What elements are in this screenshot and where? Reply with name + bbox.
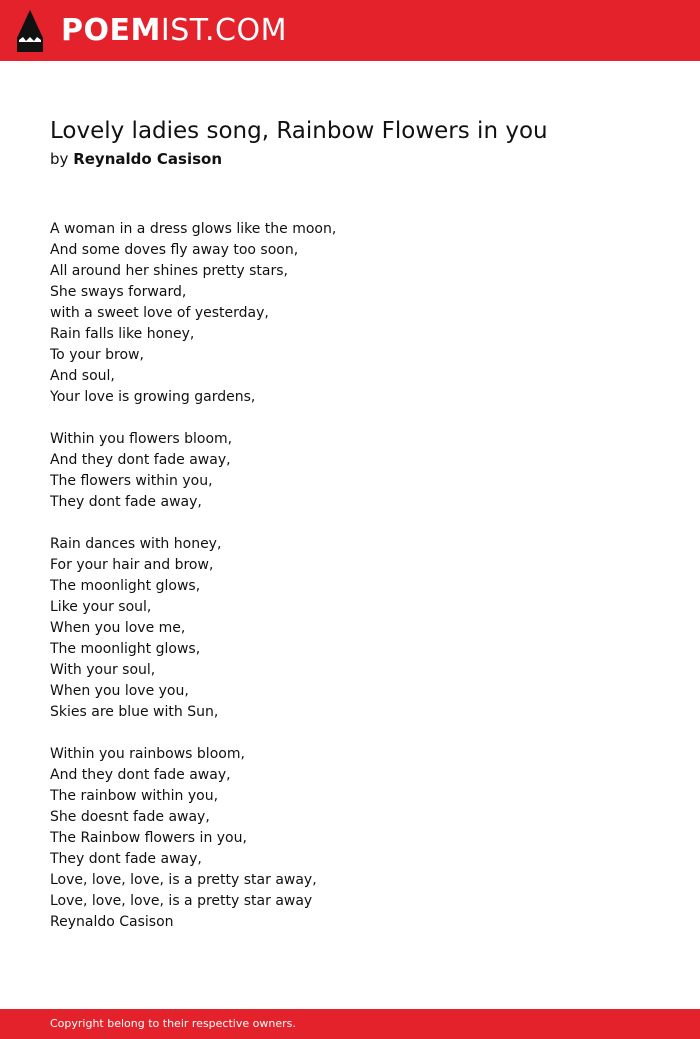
site-footer <box>0 1009 700 1039</box>
poem-line: The moonlight glows, <box>50 578 201 594</box>
poem-line: And they dont fade away, <box>50 452 231 468</box>
poem-line: When you love me, <box>50 620 186 636</box>
stanza-gap <box>50 723 650 744</box>
poem-line: And they dont fade away, <box>50 767 231 783</box>
stanza <box>50 219 650 408</box>
poem-line: Within you flowers bloom, <box>50 431 233 447</box>
poem-line: And soul, <box>50 368 115 384</box>
poem-line: Love, love, love, is a pretty star away, <box>50 872 317 888</box>
by-label: by <box>50 150 69 168</box>
poem-line: Skies are blue with Sun, <box>50 704 219 720</box>
poem-line: They dont fade away, <box>50 851 202 867</box>
site-logo[interactable] <box>61 13 287 49</box>
poem-line: Like your soul, <box>50 599 152 615</box>
logo-light-text: IST.COM <box>160 13 287 48</box>
poem-line: They dont fade away, <box>50 494 202 510</box>
stanza <box>50 534 650 723</box>
poem-line: Within you rainbows bloom, <box>50 746 245 762</box>
stanza-gap <box>50 513 650 534</box>
stanza <box>50 744 650 933</box>
poem-line: The rainbow within you, <box>50 788 219 804</box>
poem-line: And some doves fly away too soon, <box>50 242 299 258</box>
poem-line: For your hair and brow, <box>50 557 214 573</box>
poem-line: Rain dances with honey, <box>50 536 222 552</box>
poem-line: The Rainbow flowers in you, <box>50 830 247 846</box>
poem-line: Reynaldo Casison <box>50 914 174 930</box>
poem-line: Love, love, love, is a pretty star away <box>50 893 313 909</box>
poem-line: Your love is growing gardens, <box>50 389 256 405</box>
poem-line: with a sweet love of yesterday, <box>50 305 269 321</box>
poem-line: With your soul, <box>50 662 156 678</box>
copyright-text: Copyright belong to their respective owners. <box>50 1017 296 1030</box>
author-name: Reynaldo Casison <box>73 150 223 168</box>
site-header <box>0 0 700 61</box>
poem-line: The flowers within you, <box>50 473 213 489</box>
poem-line: To your brow, <box>50 347 144 363</box>
logo-bold-text: POEM <box>61 13 161 48</box>
poem-line: She sways forward, <box>50 284 187 300</box>
poem-line: All around her shines pretty stars, <box>50 263 288 279</box>
stanza <box>50 429 650 513</box>
stanza-gap <box>50 408 650 429</box>
poem-line: Rain falls like honey, <box>50 326 195 342</box>
poem-line: When you love you, <box>50 683 189 699</box>
poem-title: Lovely ladies song, Rainbow Flowers in you <box>50 118 548 144</box>
poem-body <box>50 219 650 933</box>
pencil-tip-icon <box>17 10 43 52</box>
poem-line: The moonlight glows, <box>50 641 201 657</box>
byline <box>50 149 222 169</box>
poem-line: A woman in a dress glows like the moon, <box>50 221 337 237</box>
poem-line: She doesnt fade away, <box>50 809 210 825</box>
